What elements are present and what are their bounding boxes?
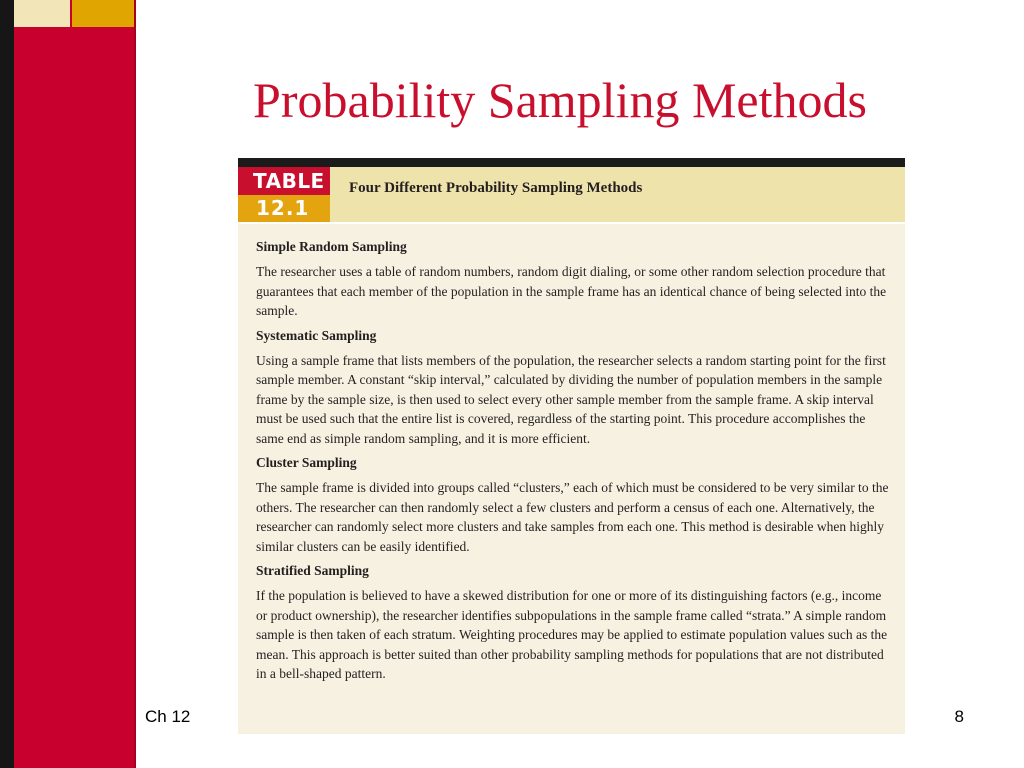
section-heading: Stratified Sampling <box>256 563 369 578</box>
section-cluster <box>256 454 892 556</box>
table-figure <box>238 158 905 734</box>
table-header-divider <box>238 222 905 224</box>
section-body: Using a sample frame that lists members of the population, the researcher selects a random starting point for the first sample member. A constant “skip interval,” calculated by dividing the number of population members in the sample frame by the sample size, is then used to select every other sample member from the sample frame. A skip interval must be used such that the entire list is covered, regardless of the starting point. This procedure accomplishes the same end as simple random sampling, and it is more efficient. <box>256 352 886 446</box>
section-systematic <box>256 327 892 449</box>
section-heading: Systematic Sampling <box>256 327 377 343</box>
table-top-rule <box>238 158 905 167</box>
table-number-badge: 12.1 <box>238 195 330 222</box>
section-heading: Simple Random Sampling <box>256 239 407 254</box>
slide-page-number: 8 <box>954 707 964 726</box>
table-caption: Four Different Probability Sampling Methods <box>349 180 643 196</box>
left-edge-bar <box>0 0 14 768</box>
side-decor-band <box>14 0 136 768</box>
table-body <box>256 238 892 690</box>
decor-tan-square <box>14 0 70 27</box>
slide-title: Probability Sampling Methods <box>253 72 867 128</box>
section-body: The researcher uses a table of random numbers, random digit dialing, or some other random selection procedure that guarantees that each member of the population in the sample frame has an identical chance of being selected into the sample. <box>256 264 887 318</box>
footer-chapter-label: Ch 12 <box>145 707 191 726</box>
section-heading: Cluster Sampling <box>256 455 357 470</box>
section-stratified <box>256 562 892 684</box>
section-body: If the population is believed to have a skewed distribution for one or more of its distinguishing factors (e.g., income or product ownership), the researcher identifies subpopulations in the sample frame called “strata.” A simple random sample is then taken of each stratum. Weighting procedures may be applied to estimate population values such as the mean. This approach is better suited than other probability sampling methods for populations that are not distributed in a bell-shaped pattern. <box>256 588 888 681</box>
decor-orange-square <box>72 0 136 27</box>
section-body: The sample frame is divided into groups called “clusters,” each of which must be considered to be very similar to the others. The researcher can then randomly select a few clusters and perform a census of each one. Alternatively, the researcher can randomly select more clusters and take samples from each one. This method is desirable when highly similar clusters can be easily identified. <box>256 480 889 554</box>
side-band-divider <box>134 0 136 768</box>
table-label-badge: TABLE <box>238 167 330 195</box>
section-simple-random <box>256 238 892 321</box>
